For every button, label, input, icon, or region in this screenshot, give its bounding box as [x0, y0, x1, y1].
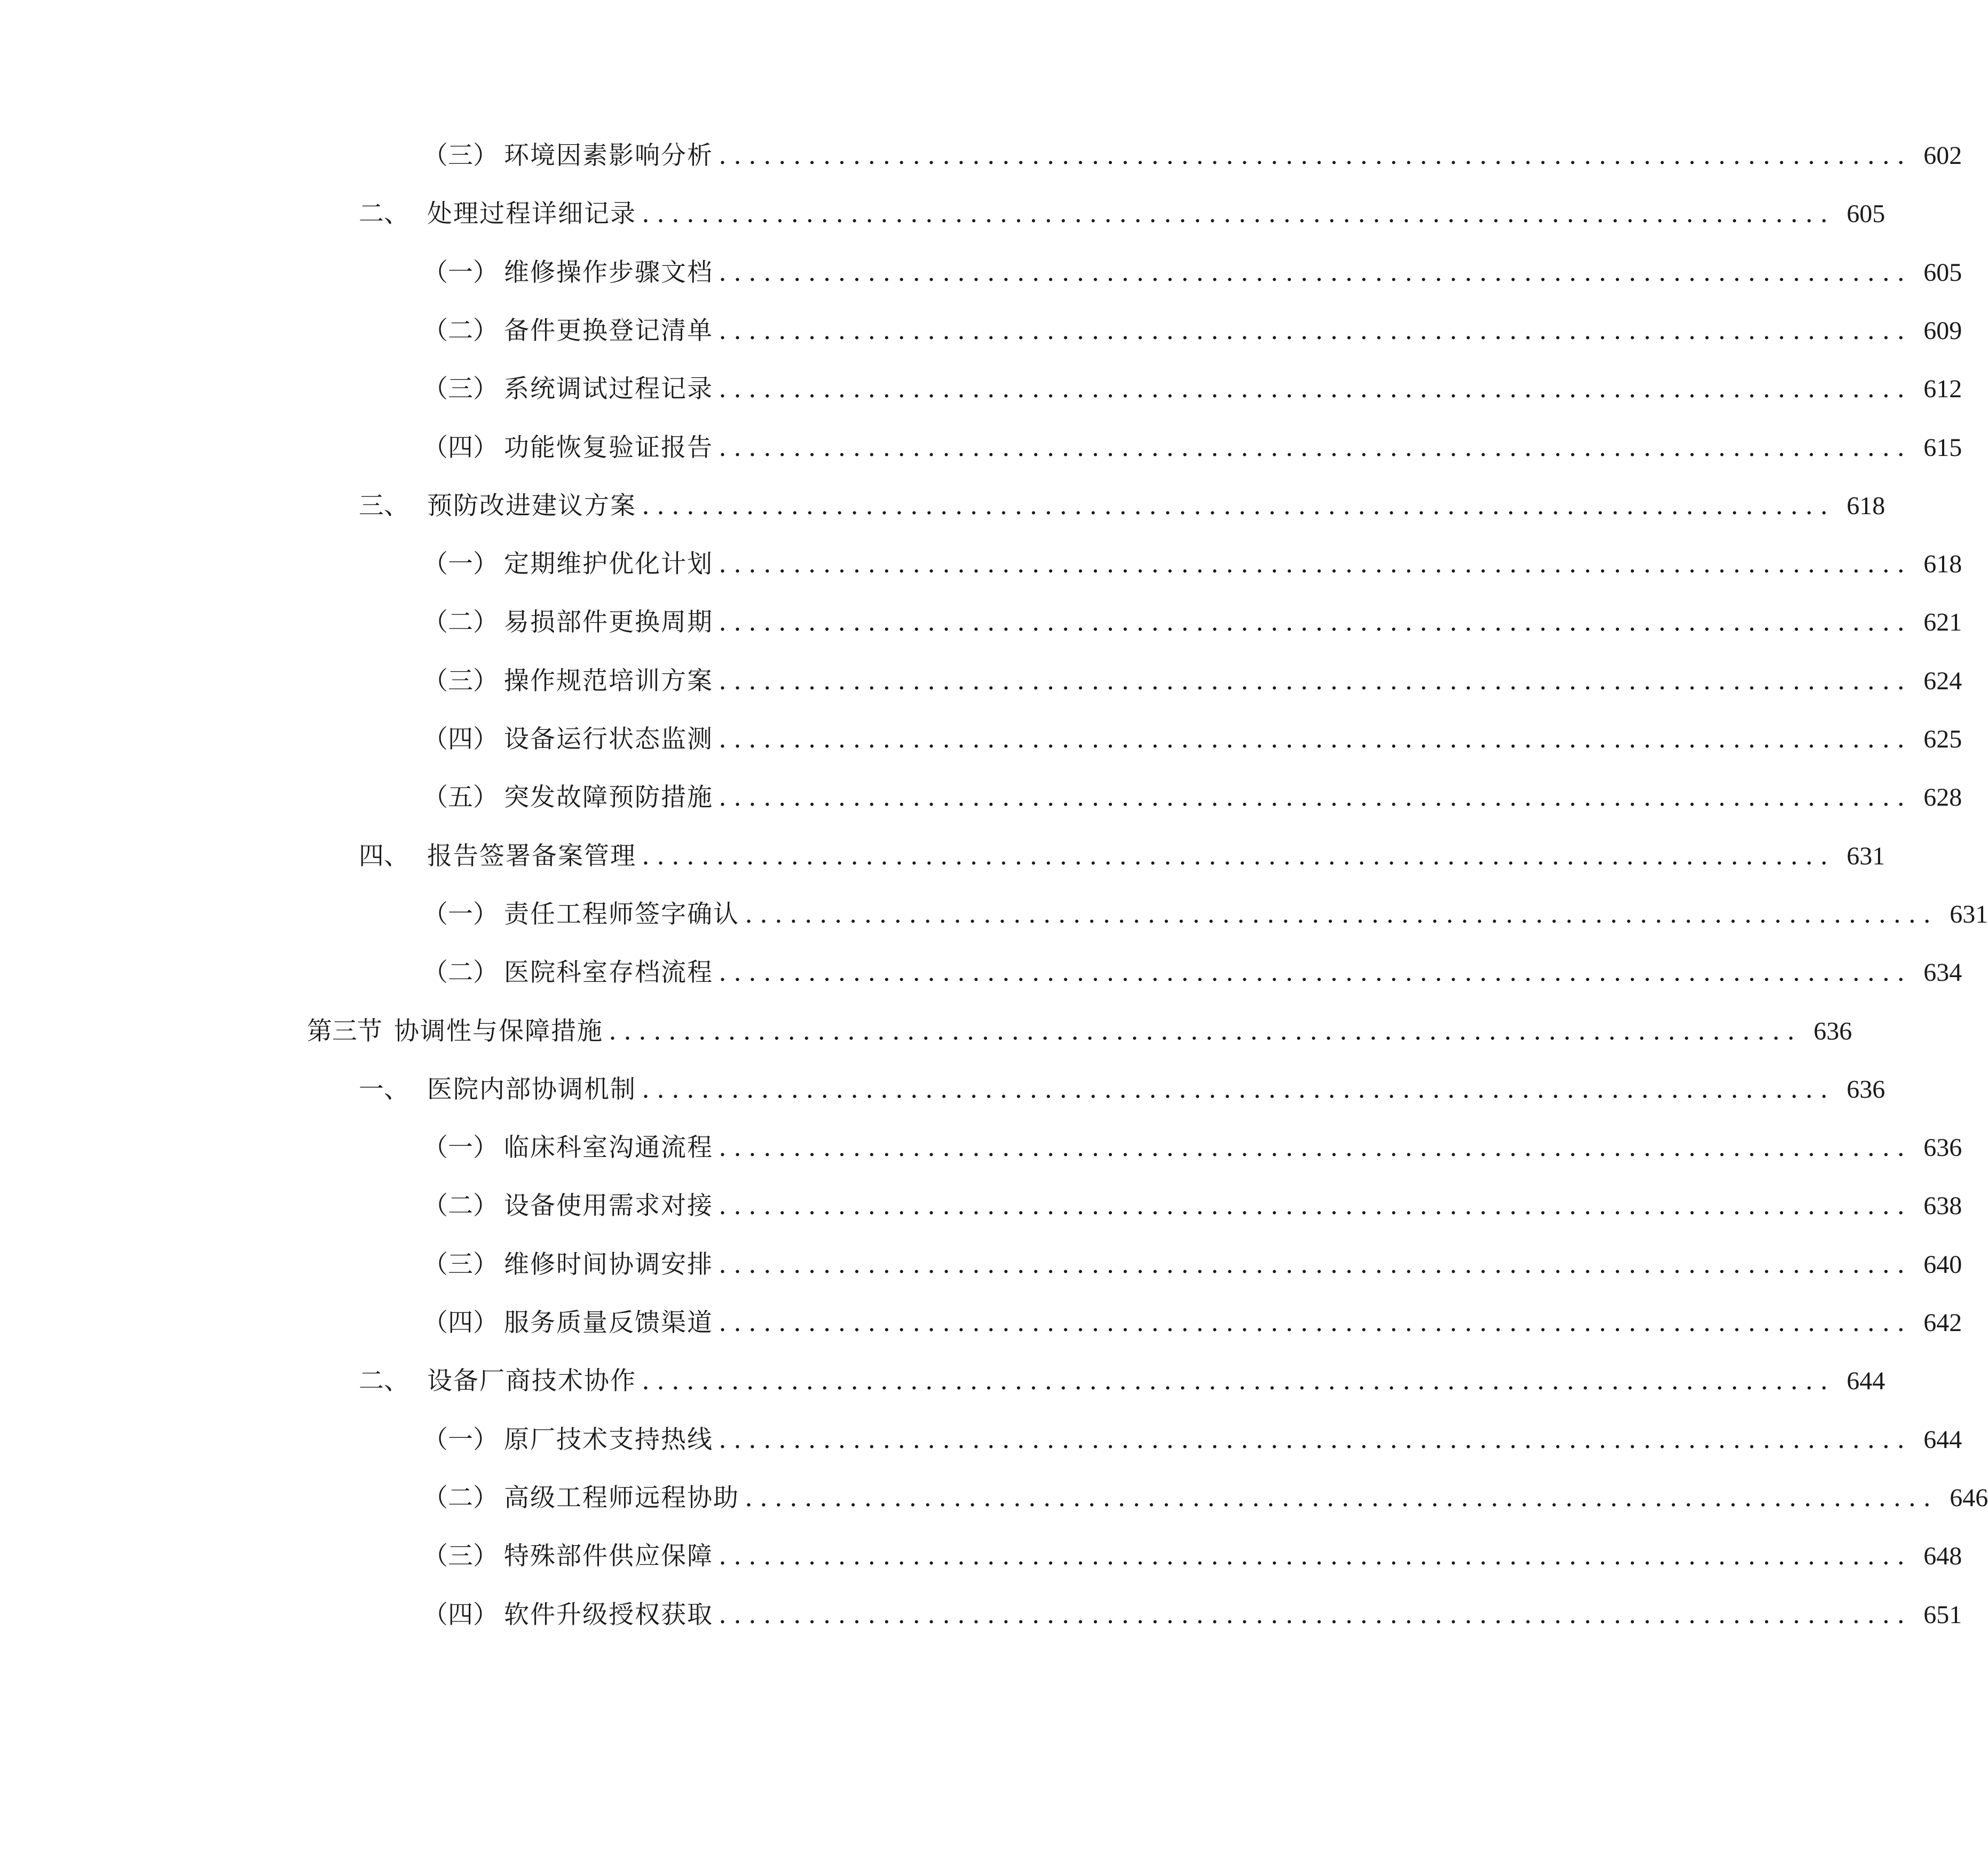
- dot-leader: ................................................................................: [719, 1541, 1912, 1571]
- toc-entry-title: 设备使用需求对接: [504, 1191, 713, 1221]
- dot-leader: ................................................................................: [719, 549, 1912, 579]
- toc-entry-number: （一）: [423, 258, 498, 287]
- toc-entry-number: （四）: [423, 1600, 498, 1630]
- toc-entry-number: （三）: [423, 1541, 498, 1571]
- toc-entry-number: （五）: [423, 783, 498, 812]
- toc-entry-page-number: 615: [1923, 434, 1962, 462]
- toc-entry-title: 高级工程师远程协助: [504, 1483, 739, 1513]
- dot-leader: ................................................................................: [642, 841, 1835, 871]
- toc-entry[interactable]: [423, 1477, 1988, 1520]
- toc-entry-page-number: 618: [1923, 550, 1962, 578]
- toc-entry-page-number: 636: [1813, 1017, 1852, 1045]
- toc-entry-page-number: 602: [1923, 141, 1962, 170]
- toc-entry-page-number: 646: [1950, 1484, 1988, 1512]
- toc-entry[interactable]: [423, 543, 1962, 586]
- toc-entry[interactable]: [423, 251, 1962, 294]
- dot-leader: ................................................................................: [719, 783, 1912, 812]
- toc-entry-page-number: 625: [1923, 725, 1962, 753]
- toc-entry-number: （二）: [423, 958, 498, 987]
- toc-entry-title: 责任工程师签字确认: [504, 900, 739, 929]
- toc-entry[interactable]: [423, 1244, 1962, 1286]
- dot-leader: ................................................................................: [719, 316, 1912, 345]
- toc-entry-number: （二）: [423, 316, 498, 345]
- toc-entry[interactable]: [423, 601, 1962, 644]
- toc-entry-number: 二、: [359, 1366, 409, 1396]
- toc-entry[interactable]: [423, 368, 1962, 411]
- toc-entry-title: 医院科室存档流程: [504, 958, 713, 987]
- toc-entry[interactable]: [359, 1068, 1886, 1111]
- toc-entry[interactable]: [423, 1302, 1962, 1344]
- dot-leader: ................................................................................: [719, 608, 1912, 637]
- toc-entry-number: （四）: [423, 725, 498, 754]
- toc-entry-title: 系统调试过程记录: [504, 374, 713, 404]
- dot-leader: ................................................................................: [745, 900, 1938, 929]
- toc-entry-number: （二）: [423, 1483, 498, 1513]
- dot-leader: ................................................................................: [719, 1308, 1912, 1337]
- toc-entry-number: （四）: [423, 433, 498, 462]
- toc-entry[interactable]: [423, 951, 1962, 994]
- toc-entry-page-number: 631: [1950, 900, 1988, 928]
- toc-entry-number: 四、: [359, 841, 409, 871]
- toc-entry[interactable]: [307, 1010, 1852, 1053]
- toc-entry-page-number: 631: [1847, 842, 1886, 870]
- toc-entry[interactable]: [359, 835, 1886, 878]
- toc-entry-page-number: 648: [1923, 1542, 1962, 1570]
- toc-entry-page-number: 612: [1923, 375, 1962, 403]
- toc-entry-page-number: 636: [1847, 1075, 1886, 1104]
- toc-entry[interactable]: [423, 660, 1962, 703]
- toc-entry-number: （二）: [423, 1191, 498, 1221]
- dot-leader: ................................................................................: [719, 725, 1912, 754]
- toc-entry-page-number: 618: [1847, 492, 1886, 520]
- dot-leader: ................................................................................: [719, 1425, 1912, 1454]
- toc-entry[interactable]: [423, 310, 1962, 352]
- toc-entry-number: 二、: [359, 199, 409, 229]
- dot-leader: ................................................................................: [609, 1017, 1802, 1046]
- toc-entry-page-number: 644: [1923, 1426, 1962, 1454]
- toc-entry-number: （三）: [423, 374, 498, 404]
- toc-entry[interactable]: [423, 776, 1962, 819]
- toc-entry-page-number: 642: [1923, 1309, 1962, 1337]
- toc-entry[interactable]: [359, 1360, 1886, 1403]
- toc-entry-title: 环境因素影响分析: [504, 141, 713, 170]
- toc-entry-page-number: 609: [1923, 317, 1962, 345]
- dot-leader: ................................................................................: [719, 666, 1912, 696]
- toc-entry-title: 设备厂商技术协作: [427, 1366, 636, 1396]
- toc-entry-number: （三）: [423, 666, 498, 696]
- dot-leader: ................................................................................: [719, 1600, 1912, 1630]
- toc-entry-page-number: 605: [1923, 258, 1962, 287]
- toc-entry-title: 维修操作步骤文档: [504, 258, 713, 287]
- toc-entry-number: （四）: [423, 1308, 498, 1337]
- toc-entry-page-number: 628: [1923, 783, 1962, 812]
- toc-entry-title: 定期维护优化计划: [504, 549, 713, 579]
- dot-leader: ................................................................................: [745, 1483, 1938, 1513]
- toc-entry-title: 突发故障预防措施: [504, 783, 713, 812]
- toc-entry-number: 第三节: [307, 1017, 382, 1046]
- dot-leader: ................................................................................: [642, 491, 1835, 521]
- dot-leader: ................................................................................: [642, 199, 1835, 229]
- dot-leader: ................................................................................: [719, 958, 1912, 987]
- toc-entry[interactable]: [423, 1185, 1962, 1227]
- toc-entry[interactable]: [423, 135, 1962, 177]
- toc-entry-number: （二）: [423, 608, 498, 637]
- toc-entry[interactable]: [423, 427, 1962, 469]
- toc-entry[interactable]: [423, 1535, 1962, 1578]
- toc-entry-page-number: 634: [1923, 958, 1962, 987]
- toc-entry-title: 协调性与保障措施: [394, 1017, 603, 1046]
- toc-entry-title: 特殊部件供应保障: [504, 1541, 713, 1571]
- toc-entry-title: 原厂技术支持热线: [504, 1425, 713, 1454]
- toc-entry-title: 备件更换登记清单: [504, 316, 713, 345]
- toc-entry-title: 报告签署备案管理: [427, 841, 636, 871]
- toc-entry-title: 预防改进建议方案: [427, 491, 636, 521]
- dot-leader: ................................................................................: [642, 1075, 1835, 1104]
- toc-entry-number: （一）: [423, 1425, 498, 1454]
- toc-entry-title: 易损部件更换周期: [504, 608, 713, 637]
- toc-entry-page-number: 651: [1923, 1601, 1962, 1629]
- toc-entry-page-number: 636: [1923, 1134, 1962, 1162]
- toc-entry-number: （一）: [423, 1133, 498, 1162]
- dot-leader: ................................................................................: [719, 1133, 1912, 1162]
- toc-entry-number: （一）: [423, 549, 498, 579]
- toc-entry-page-number: 624: [1923, 667, 1962, 695]
- toc-entry-number: （三）: [423, 1250, 498, 1279]
- toc-entry[interactable]: [423, 1419, 1962, 1461]
- toc-entry-title: 服务质量反馈渠道: [504, 1308, 713, 1337]
- toc-entry-number: （三）: [423, 141, 498, 170]
- toc-entry-number: 一、: [359, 1075, 409, 1104]
- toc-entry-title: 医院内部协调机制: [427, 1075, 636, 1104]
- toc-entry-page-number: 621: [1923, 608, 1962, 636]
- toc-entry-title: 软件升级授权获取: [504, 1600, 713, 1630]
- toc-entry[interactable]: [359, 193, 1886, 235]
- dot-leader: ................................................................................: [719, 1191, 1912, 1221]
- toc-entry-page-number: 605: [1847, 200, 1886, 228]
- toc-entry-page-number: 644: [1847, 1367, 1886, 1395]
- toc-entry[interactable]: [423, 893, 1988, 936]
- toc-entry[interactable]: [423, 1594, 1962, 1636]
- toc-entry-page-number: 640: [1923, 1250, 1962, 1279]
- dot-leader: ................................................................................: [719, 258, 1912, 287]
- toc-entry-title: 处理过程详细记录: [427, 199, 636, 229]
- toc-entry-number: 三、: [359, 491, 409, 521]
- toc-entry-title: 功能恢复验证报告: [504, 433, 713, 462]
- toc-entry-page-number: 638: [1923, 1192, 1962, 1220]
- toc-entry-title: 维修时间协调安排: [504, 1250, 713, 1279]
- dot-leader: ................................................................................: [719, 141, 1912, 170]
- dot-leader: ................................................................................: [719, 433, 1912, 462]
- dot-leader: ................................................................................: [719, 374, 1912, 404]
- toc-entry-title: 设备运行状态监测: [504, 725, 713, 754]
- toc-entry-number: （一）: [423, 900, 498, 929]
- toc-entry-title: 操作规范培训方案: [504, 666, 713, 696]
- toc-entry[interactable]: [359, 485, 1886, 528]
- toc-entry[interactable]: [423, 718, 1962, 761]
- toc-entry[interactable]: [423, 1127, 1962, 1169]
- toc-entry-title: 临床科室沟通流程: [504, 1133, 713, 1162]
- dot-leader: ................................................................................: [642, 1366, 1835, 1396]
- dot-leader: ................................................................................: [719, 1250, 1912, 1279]
